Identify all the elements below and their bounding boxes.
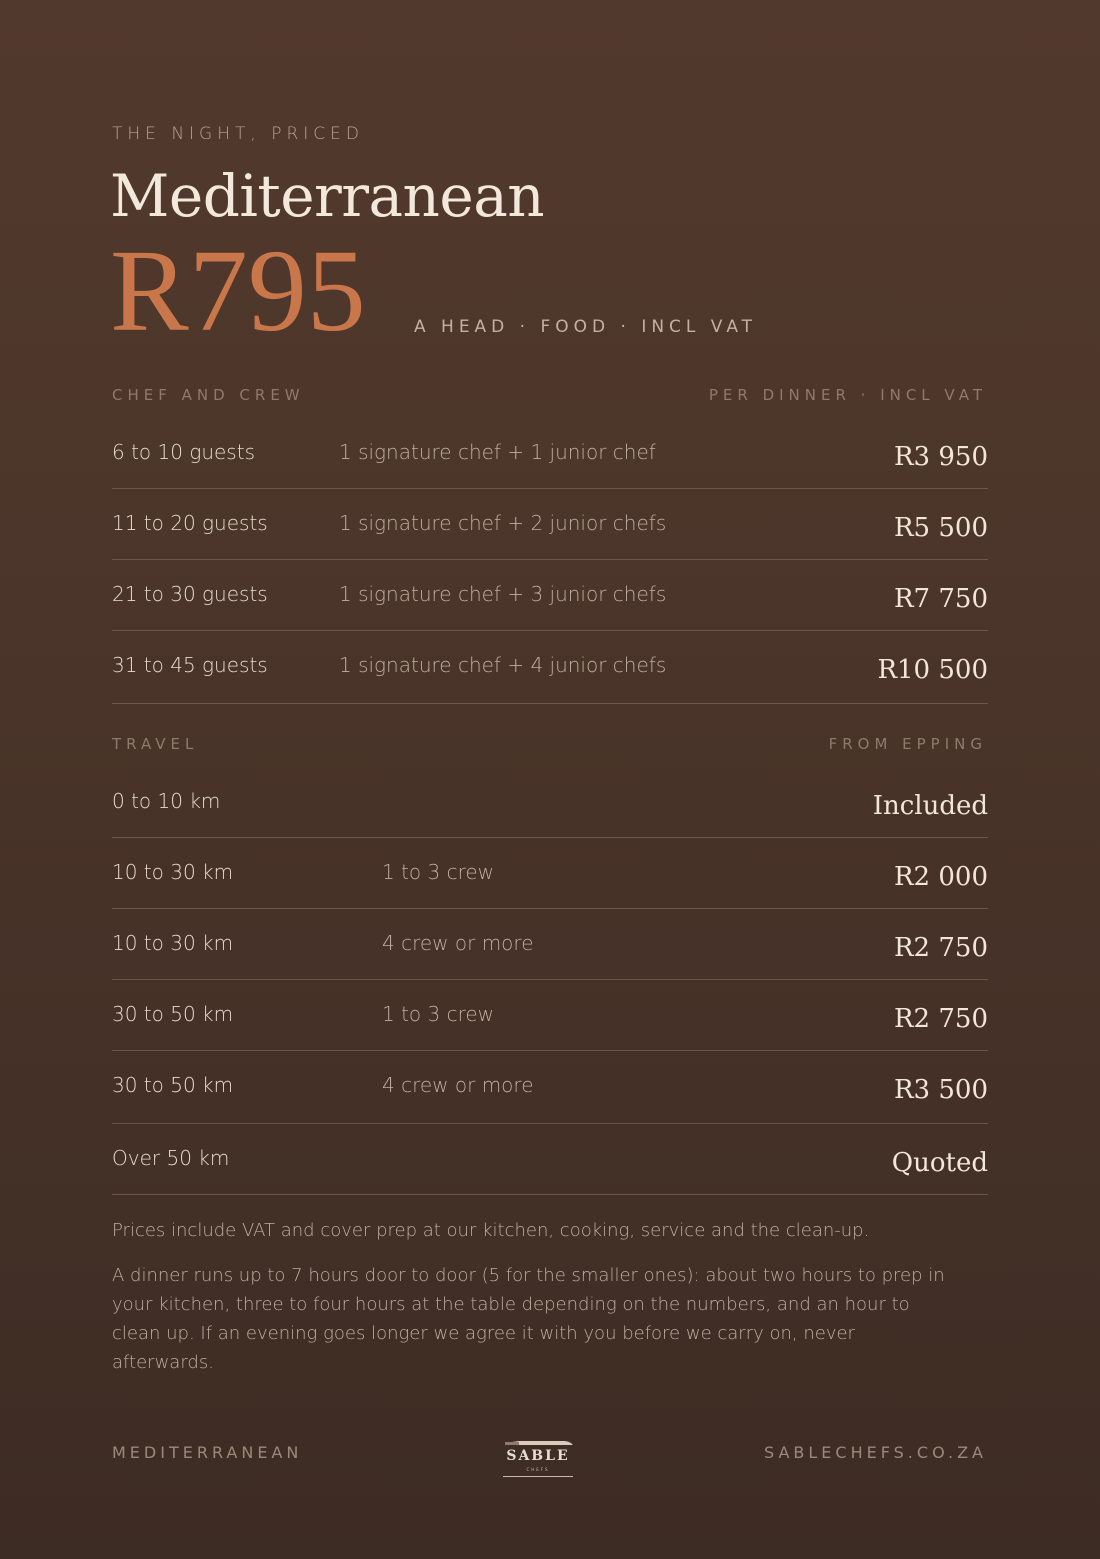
table-row [112,560,988,631]
price-note: A HEAD · FOOD · INCL VAT [414,317,758,337]
price-cell: R3 950 [893,442,988,472]
crew-cell: 1 to 3 crew [382,1002,495,1026]
logo-sub: CHEFS [526,1467,550,1472]
distance-cell: 10 to 30 km [112,931,234,955]
table-row [112,418,988,489]
distance-cell: 30 to 50 km [112,1002,234,1026]
distance-cell: 10 to 30 km [112,860,234,884]
table-row [112,1124,988,1195]
table-row [112,489,988,560]
sable-logo [499,1436,577,1480]
crew-heading: CHEF AND CREW [112,386,305,404]
travel-section-header [112,735,987,753]
logo-rule [503,1476,573,1477]
travel-table [112,767,988,1195]
crew-table [112,418,988,704]
table-row [112,631,988,704]
page-title: Mediterranean [110,162,545,230]
eyebrow: THE NIGHT, PRICED [112,124,364,144]
guests-cell: 21 to 30 guests [112,582,268,606]
travel-heading: TRAVEL [112,735,199,753]
table-row [112,909,988,980]
price-cell: R2 750 [893,1004,988,1034]
headline-price: R795 [110,225,366,356]
guests-cell: 11 to 20 guests [112,511,268,535]
table-row [112,767,988,838]
price-cell: R2 000 [893,862,988,892]
crew-cell: 1 to 3 crew [382,860,495,884]
note-duration: A dinner runs up to 7 hours door to door (5 for the smaller ones): about two hours to prep in your kitchen, three to four hours at the table depending on the numbers, and an hour to clean up. If an evening goes longer we agree it with you before we carry on, never afterwards. [112,1265,945,1373]
footer-website-link[interactable]: SABLECHEFS.CO.ZA [764,1443,987,1462]
team-cell: 1 signature chef + 2 junior chefs [339,511,667,535]
distance-cell: 0 to 10 km [112,789,221,813]
table-row [112,980,988,1051]
guests-cell: 31 to 45 guests [112,653,268,677]
price-cell: R7 750 [893,584,988,614]
travel-heading-right: FROM EPPING [828,735,987,753]
guests-cell: 6 to 10 guests [112,440,255,464]
distance-cell: Over 50 km [112,1146,230,1170]
price-cell: R3 500 [893,1075,988,1105]
price-cell: Included [872,791,988,821]
table-row [112,1051,988,1124]
logo-word: SABLE [506,1448,570,1464]
team-cell: 1 signature chef + 4 junior chefs [339,653,667,677]
price-cell: R10 500 [877,655,988,685]
team-cell: 1 signature chef + 1 junior chef [339,440,656,464]
crew-cell: 4 crew or more [382,931,534,955]
table-row [112,838,988,909]
crew-heading-right: PER DINNER · INCL VAT [708,386,987,404]
crew-cell: 4 crew or more [382,1073,534,1097]
price-cell: R5 500 [893,513,988,543]
note-vat: Prices include VAT and cover prep at our kitchen, cooking, service and the clean-up. [112,1220,870,1241]
team-cell: 1 signature chef + 3 junior chefs [339,582,667,606]
crew-section-header [112,386,987,404]
footer-menu-name: MEDITERRANEAN [112,1443,303,1462]
price-cell: Quoted [891,1148,988,1178]
price-cell: R2 750 [893,933,988,963]
distance-cell: 30 to 50 km [112,1073,234,1097]
